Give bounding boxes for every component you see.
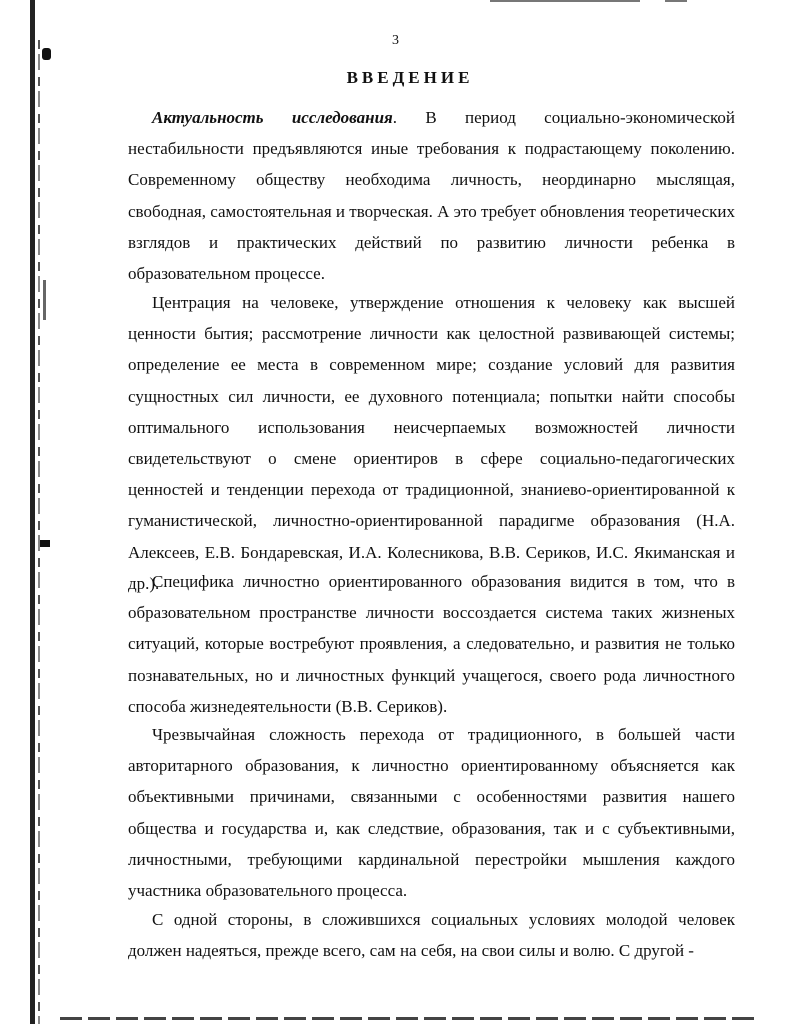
paragraph-lead: Актуальность исследования bbox=[152, 108, 393, 127]
paragraph-text: . В период социально-экономической нестабильности предъявляются иные требования к подрастающему поколению. Современному обществу необходима личность, неординарно мыслящая, свободная, самостоятельная и творческая. А это требует обновления теоретических взглядов и практических действий по развитию личности ребенка в образовательном процессе. bbox=[128, 108, 735, 284]
scan-left-edge-secondary bbox=[38, 40, 40, 1024]
page-number: 3 bbox=[392, 33, 399, 48]
scan-top-edge bbox=[665, 0, 687, 2]
paragraph-on-one-hand: С одной стороны, в сложившихся социальных условиях молодой человек должен надеяться, прежде всего, сам на себя, на свои силы и волю. С другой - bbox=[128, 910, 735, 961]
scan-mark bbox=[40, 540, 50, 547]
page-heading: ВВЕДЕНИЕ bbox=[346, 68, 474, 87]
scan-top-edge bbox=[490, 0, 640, 2]
paragraph-centration: Центрация на человеке, утверждение отношения к человеку как высшей ценности бытия; рассмотрение личности как целостной развивающей системы; определение ее места в современном мире; создание условий для развития сущностных сил личности, ее духовного потенциала; попытки найти способы оптимального использования неисчерпаемых возможностей личности свидетельствуют о смене ориентиров в сфере социально-педагогических ценностей и тенденции перехода от традиционной, знаниево-ориентированной к гуманистической, личностно-ориентированной парадигме образования (Н.А. Алексеев, Е.В. Бондаревская, И.А. Колесникова, В.В. Сериков, И.С. Якиманская и др.). bbox=[128, 293, 735, 593]
scan-left-edge bbox=[30, 0, 35, 1024]
paragraph-specifics: Специфика личностно ориентированного образования видится в том, что в образовательном пространстве личности воссоздается система таких жизненых ситуаций, которые востребуют проявления, а следовательно, и развития не только познавательных, но и личностных функций учащегося, своего рода личностного способа жизнедеятельности (В.В. Сериков). bbox=[128, 572, 735, 716]
scan-mark bbox=[42, 48, 51, 60]
paragraph-relevance bbox=[128, 102, 735, 289]
paragraph-complexity: Чрезвычайная сложность перехода от традиционного, в большей части авторитарного образования, к личностно ориентированному объясняется как объективными причинами, связанными с особенностями развития нашего общества и государства и, как следствие, образования, так и с субъективными, личностными, требующими кардинальной перестройки мышления каждого участника образовательного процесса. bbox=[128, 725, 735, 901]
scan-bottom-edge bbox=[60, 1017, 760, 1020]
scan-mark bbox=[43, 280, 46, 320]
